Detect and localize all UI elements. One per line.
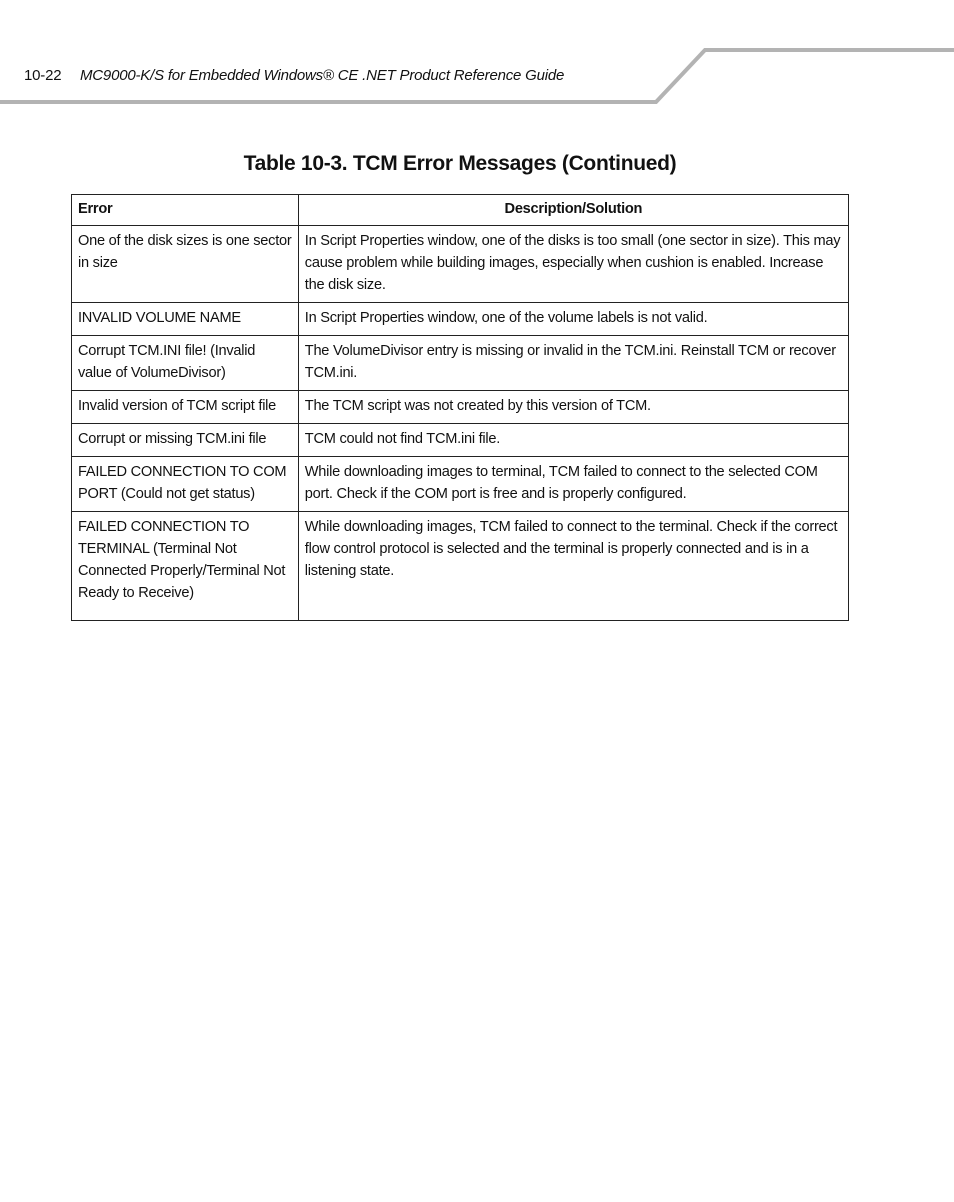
table-caption: Table 10-3. TCM Error Messages (Continued) — [243, 152, 677, 175]
error-cell: Corrupt TCM.INI file! (Invalid value of VolumeDivisor) — [72, 336, 299, 391]
table-row — [72, 391, 849, 424]
table-row — [72, 336, 849, 391]
description-cell: While downloading images, TCM failed to connect to the terminal. Check if the correct flow control protocol is selected and the terminal is properly connected and is in a listening state. — [298, 512, 848, 621]
error-cell: One of the disk sizes is one sector in size — [72, 226, 299, 303]
description-cell: The VolumeDivisor entry is missing or invalid in the TCM.ini. Reinstall TCM or recover TCM.ini. — [298, 336, 848, 391]
error-cell: Corrupt or missing TCM.ini file — [72, 424, 299, 457]
error-cell: FAILED CONNECTION TO COM PORT (Could not get status) — [72, 457, 299, 512]
column-header-error: Error — [72, 195, 299, 226]
error-messages-table — [71, 194, 849, 621]
description-cell: In Script Properties window, one of the disks is too small (one sector in size). This may cause problem while building images, especially when cushion is enabled. Increase the disk size. — [298, 226, 848, 303]
table-row — [72, 226, 849, 303]
table-row — [72, 303, 849, 336]
document-title: MC9000-K/S for Embedded Windows® CE .NET Product Reference Guide — [80, 67, 565, 84]
page-number: 10-22 — [24, 67, 62, 84]
error-cell: INVALID VOLUME NAME — [72, 303, 299, 336]
table-row — [72, 424, 849, 457]
table-header-row — [72, 195, 849, 226]
description-cell: In Script Properties window, one of the volume labels is not valid. — [298, 303, 848, 336]
error-cell: Invalid version of TCM script file — [72, 391, 299, 424]
error-cell: FAILED CONNECTION TO TERMINAL (Terminal Not Connected Properly/Terminal Not Ready to Receive) — [72, 512, 299, 621]
description-cell: The TCM script was not created by this version of TCM. — [298, 391, 848, 424]
header-rule-decoration — [0, 0, 954, 110]
table-row — [72, 457, 849, 512]
table-row — [72, 512, 849, 621]
description-cell: TCM could not find TCM.ini file. — [298, 424, 848, 457]
column-header-description: Description/Solution — [298, 195, 848, 226]
description-cell: While downloading images to terminal, TCM failed to connect to the selected COM port. Check if the COM port is free and is properly configured. — [298, 457, 848, 512]
